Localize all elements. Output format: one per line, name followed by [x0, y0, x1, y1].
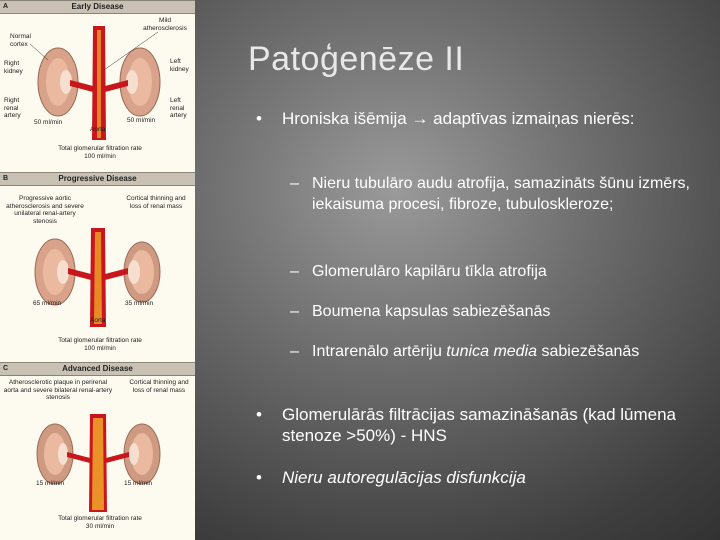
- label-flow-right: 15 ml/min: [124, 480, 153, 487]
- label-progressive-note: Progressive aortic atherosclerosis and severe unilateral renal-artery stenosis: [6, 195, 84, 225]
- bullet-marker: •: [256, 468, 262, 487]
- sub-bullet-text: Boumena kapsulas sabiezēšanās: [312, 303, 551, 320]
- label-cortical-thinning: Cortical thinning and loss of renal mass: [126, 195, 186, 210]
- label-left-renal-artery: Left renal artery: [170, 97, 187, 119]
- label-right-kidney: Right kidney: [4, 60, 23, 75]
- panel-letter: C: [3, 365, 9, 372]
- bullet-text: [282, 108, 720, 129]
- gfr-label: Total glomerular filtration rate: [58, 145, 142, 152]
- gfr-value: 100 ml/min: [84, 345, 116, 352]
- right-kidney: [124, 424, 160, 484]
- gfr-label: Total glomerular filtration rate: [58, 515, 142, 522]
- sub-bullet-text: [312, 341, 702, 362]
- renal-artery-stenosis-figure: [0, 0, 195, 540]
- label-right-renal-artery: Right renal artery: [4, 97, 21, 119]
- label-left-kidney: Left kidney: [170, 58, 189, 73]
- panel-early-disease: [0, 0, 195, 172]
- dash-marker: –: [290, 303, 299, 320]
- panel-progressive-disease: [0, 172, 195, 362]
- dash-marker: –: [290, 343, 299, 360]
- label-mild-atherosclerosis: Mild atherosclerosis: [143, 17, 187, 32]
- label-flow-left: 50 ml/min: [34, 119, 63, 126]
- bullet-marker: •: [256, 109, 262, 128]
- dash-marker: –: [290, 175, 299, 192]
- label-flow-right: 50 ml/min: [127, 117, 156, 124]
- sub-bullet-text-part: Intrarenālo artēriju: [312, 343, 447, 360]
- label-cortical-thinning: Cortical thinning and loss of renal mass: [129, 379, 189, 394]
- panel-advanced-disease: [0, 362, 195, 540]
- gfr-value: 30 ml/min: [85, 523, 115, 530]
- label-normal-cortex: Normal cortex: [10, 33, 31, 48]
- bullet-marker: •: [256, 405, 262, 424]
- arrow-icon: →: [411, 109, 429, 128]
- sub-bullet-italic-term: tunica media: [446, 343, 538, 360]
- panel-title: Progressive Disease: [58, 174, 137, 183]
- right-kidney: [124, 242, 160, 302]
- dash-marker: –: [290, 263, 299, 280]
- label-aorta: Aorta: [90, 126, 106, 133]
- label-flow-left: 65 ml/min: [33, 300, 62, 307]
- label-advanced-note: Atherosclerotic plaque in perirenal aorta and severe bilateral renal-artery stenosis: [3, 379, 113, 401]
- label-flow-right: 35 ml/min: [125, 300, 154, 307]
- gfr-label: Total glomerular filtration rate: [58, 337, 142, 344]
- slide-title: Patoģenēze II: [248, 40, 465, 78]
- sub-bullet-text: Glomerulāro kapilāru tīkla atrofija: [312, 263, 547, 280]
- bullet-text-part: adaptīvas izmaiņas nierēs:: [428, 109, 635, 128]
- panel-letter: B: [3, 175, 9, 182]
- panel-title: Early Disease: [71, 2, 124, 11]
- bullet-text: Glomerulārās filtrācijas samazināšanās (kad lūmena stenoze >50%) - HNS: [282, 405, 676, 445]
- label-flow-left: 15 ml/min: [36, 480, 65, 487]
- panel-letter: A: [3, 3, 9, 10]
- sub-bullet-text-part: sabiezēšanās: [537, 343, 640, 360]
- bullet-text-part: Hroniska išēmija: [282, 109, 412, 128]
- panel-title: Advanced Disease: [62, 364, 133, 373]
- bullet-text: Nieru autoregulācijas disfunkcija: [282, 468, 526, 487]
- sub-bullet-text: Nieru tubulāro audu atrofija, samazināts šūnu izmērs, iekaisuma procesi, fibroze, tubuloskleroze;: [312, 175, 690, 213]
- gfr-value: 100 ml/min: [84, 153, 116, 160]
- label-aorta: Aorta: [90, 317, 106, 324]
